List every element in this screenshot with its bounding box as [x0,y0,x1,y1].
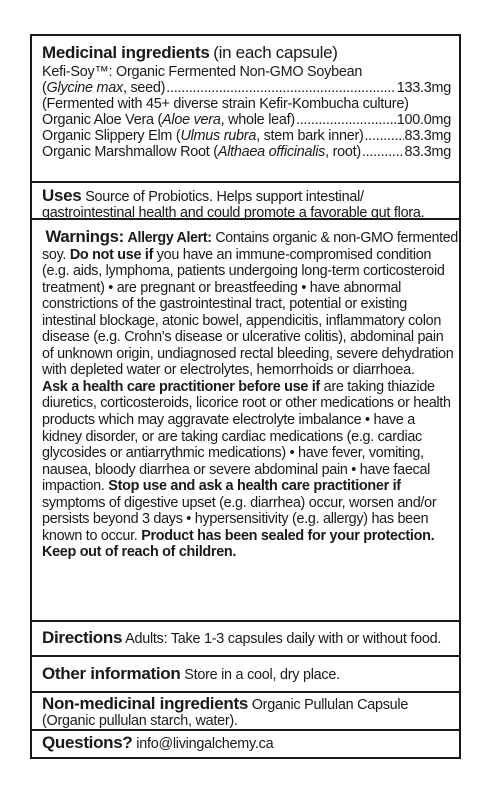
contact-email[interactable]: info@livingalchemy.ca [136,736,274,752]
uses-heading: Uses [42,186,82,205]
ingredient-row [42,112,451,128]
warnings-text: are taking thiazide [323,378,435,395]
kefi-soy-line: Kefi-Soy™: Organic Fermented Non-GMO Soybean [42,64,363,80]
warnings-line: symptoms of digestive upset (e.g. diarrhea) occur, worsen and/or [42,494,437,511]
questions-heading: Questions? [42,733,133,752]
uses-section [32,183,459,220]
non-medicinal-line-1 [42,696,451,713]
warnings-line: (e.g. aids, lymphoma, patients undergoing long-term corticosteroid [42,263,445,280]
non-medicinal-text-1: Organic Pullulan Capsule [251,697,409,713]
non-medicinal-section [32,693,459,731]
sealed-notice: Product has been sealed for your protection. [141,527,435,544]
other-information-section [32,657,459,693]
kefir-culture-line: (Fermented with 45+ diverse strain Kefir-Kombucha culture) [42,96,409,112]
directions-line [42,630,451,647]
non-medicinal-line-2: (Organic pullulan starch, water). [42,713,238,729]
warnings-text: you have an immune-compromised condition [156,246,432,263]
warnings-line: glycosides or antiarrythmic medications) • have fever, vomiting, [42,445,424,462]
warnings-line [42,528,451,545]
directions-text: Adults: Take 1-3 capsules daily with or without food. [125,631,442,647]
warnings-line: disease (e.g. Crohn's disease or ulcerative colitis), abdominal pain [42,329,444,346]
warnings-line [45,227,458,247]
ingredient-part: , root) [325,144,361,160]
dot-leader [296,112,396,128]
warnings-text: known to occur. [42,527,138,544]
ingredient-amount: 100.0mg [396,112,451,128]
warnings-line: diuretics, corticosteroids, licorice root or other medications or health [42,395,451,412]
keep-out-of-reach: Keep out of reach of children. [42,544,237,561]
other-information-heading: Other information [42,664,181,683]
ingredient-name: Organic Aloe Vera ( [42,112,163,128]
warnings-section [32,220,459,622]
glycine-latin: Glycine max [46,80,123,96]
warnings-text: Contains organic & non-GMO fermented [215,230,458,246]
ingredient-latin: Aloe vera [162,112,221,128]
warnings-line: with depleted water or electrolytes, hemorrhoids or diarrhoea. [42,362,415,379]
ingredient-row [42,144,451,160]
warnings-line: intestinal blockage, atonic bowel, appendicitis, inflammatory colon [42,312,442,329]
warnings-heading: Warnings: [45,227,124,246]
glycine-part: , seed) [122,80,166,96]
questions-line [42,735,451,752]
stop-use-label: Stop use and ask a health care practitioner if [108,478,401,495]
ingredient-amount: 83.3mg [404,128,451,144]
directions-heading: Directions [42,628,123,647]
warnings-line: nausea, bloody diarrhea or severe abdominal pain • have faecal [42,461,431,478]
warnings-line [42,478,451,495]
questions-section [32,731,459,761]
kefi-soy-amount: 133.3mg [396,80,451,96]
allergy-alert-label: Allergy Alert: [127,230,212,246]
ingredient-part: , stem bark inner) [256,128,364,144]
warnings-line [42,247,451,264]
medicinal-ingredients-section [32,36,459,183]
ingredient-latin: Ulmus rubra [180,128,257,144]
warnings-line: persists beyond 3 days • hypersensitivity (e.g. allergy) has been [42,511,429,528]
warnings-text: soy. [42,246,67,263]
warnings-text: impaction. [42,478,105,495]
uses-line-2: gastrointestinal health and could promote a favorable gut flora. [42,205,425,221]
warnings-line: of unknown origin, undiagnosed rectal bleeding, severe dehydration [42,345,454,362]
medicinal-heading: Medicinal ingredients [42,43,210,62]
ingredient-latin: Althaea officinalis [217,144,326,160]
warnings-line: products which may aggravate electrolyte imbalance • have a [42,412,415,429]
warnings-line: treatment) • are pregnant or breastfeeding • have abnormal [42,279,402,296]
ingredient-name: Organic Marshmallow Root ( [42,144,218,160]
warnings-line [42,379,451,396]
kefi-soy-amount-line: (Glycine max, seed) ..... 133.3mg [42,80,451,96]
warnings-line: constrictions of the gastrointestinal tract, potential or existing [42,296,407,313]
do-not-use-label: Do not use if [69,246,154,263]
uses-text-1: Source of Probiotics. Helps support intestinal/ [85,189,364,205]
uses-line-1 [42,188,451,205]
medicinal-heading-line [42,43,451,64]
ingredient-row [42,128,451,144]
dot-leader [166,80,396,96]
ingredient-amount: 83.3mg [404,144,451,160]
medicinal-heading-note: (in each capsule) [213,43,338,62]
supplement-facts-panel [30,34,461,759]
other-information-line [42,666,451,683]
ask-practitioner-label: Ask a health care practitioner before use if [42,378,320,395]
ingredient-part: , whole leaf) [220,112,295,128]
warnings-line: kidney disorder, or are taking cardiac medications (e.g. cardiac [42,428,422,445]
other-information-text: Store in a cool, dry place. [184,667,340,683]
non-medicinal-heading: Non-medicinal ingredients [42,694,248,713]
dot-leader [365,128,404,144]
ingredient-name: Organic Slippery Elm ( [42,128,181,144]
directions-section [32,622,459,657]
dot-leader [362,144,404,160]
